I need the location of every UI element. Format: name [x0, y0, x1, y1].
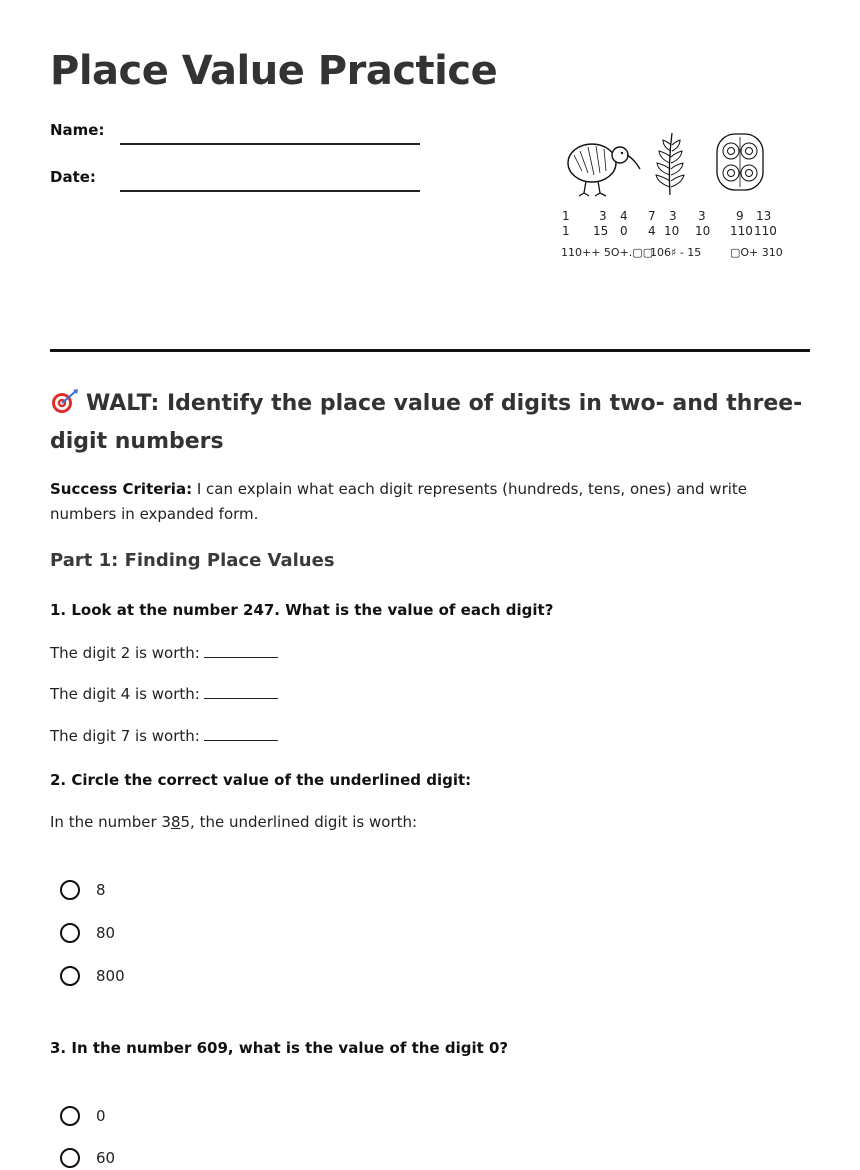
radio-button[interactable] [60, 1106, 80, 1126]
art-number: 15 [593, 224, 609, 238]
q1-line-7 [50, 726, 278, 745]
art-number: 3 [698, 209, 706, 223]
q2-option[interactable] [60, 878, 106, 902]
art-number: 10 [695, 224, 711, 238]
name-label: Name: [50, 121, 105, 139]
art-number: 13 [756, 209, 772, 223]
art-number: 3 [669, 209, 677, 223]
art-number: 110 [754, 224, 777, 238]
target-dart-icon [50, 388, 80, 414]
option-label: 800 [96, 967, 125, 985]
option-label: 0 [96, 1107, 106, 1125]
question-3: 3. In the number 609, what is the value of the digit 0? [50, 1039, 509, 1057]
q3-option[interactable] [60, 1104, 106, 1128]
art-number: 4 [648, 224, 656, 238]
fern-leaf-icon [650, 129, 690, 197]
answer-blank[interactable] [204, 726, 278, 741]
radio-button[interactable] [60, 966, 80, 986]
q2-option[interactable] [60, 964, 125, 988]
q1-line-4 [50, 684, 278, 703]
q1-line-2 [50, 643, 278, 662]
q2-option[interactable] [60, 921, 115, 945]
art-caption: 110++ 5O+.▢▢ [561, 246, 654, 259]
art-number: 3 [599, 209, 607, 223]
option-label: 60 [96, 1149, 116, 1167]
radio-button[interactable] [60, 1148, 80, 1168]
maori-art-illustration [558, 125, 788, 275]
option-label: 8 [96, 881, 106, 899]
q1-line-label: The digit 7 is worth: [50, 727, 200, 745]
date-label: Date: [50, 168, 96, 186]
part-1-heading: Part 1: Finding Place Values [50, 550, 335, 571]
question-1: 1. Look at the number 247. What is the value of each digit? [50, 601, 554, 619]
success-criteria-text: I can explain what each digit represents (hundreds, tens, ones) and write numbers in expanded form. [50, 480, 748, 523]
section-divider [50, 349, 810, 352]
radio-button[interactable] [60, 880, 80, 900]
answer-blank[interactable] [204, 684, 278, 699]
q2-prompt-text: 5, the underlined digit is worth: [180, 813, 418, 831]
page-title: Place Value Practice [50, 48, 498, 94]
art-number: 110 [730, 224, 753, 238]
art-number: 7 [648, 209, 656, 223]
date-field-line[interactable] [120, 190, 420, 192]
q1-line-label: The digit 4 is worth: [50, 685, 200, 703]
radio-button[interactable] [60, 923, 80, 943]
q2-prompt [50, 813, 417, 831]
underlined-digit: 8 [170, 813, 181, 831]
question-2: 2. Circle the correct value of the underlined digit: [50, 771, 472, 789]
answer-blank[interactable] [204, 643, 278, 658]
name-field-line[interactable] [120, 143, 420, 145]
success-criteria [50, 477, 810, 527]
art-number: 1 [562, 224, 570, 238]
kiwi-bird-icon [562, 133, 642, 199]
art-number: 10 [664, 224, 680, 238]
option-label: 80 [96, 924, 116, 942]
art-number: 1 [562, 209, 570, 223]
art-caption: ▢O+ 310 [730, 246, 783, 259]
q1-line-label: The digit 2 is worth: [50, 644, 200, 662]
art-number: 4 [620, 209, 628, 223]
art-caption: 106♯ - 15 [650, 246, 702, 259]
walt-text: WALT: Identify the place value of digits in two- and three-digit numbers [50, 391, 803, 454]
q2-prompt-text: In the number 3 [50, 813, 171, 831]
art-number: 0 [620, 224, 628, 238]
success-criteria-label: Success Criteria: [50, 480, 193, 498]
art-number: 9 [736, 209, 744, 223]
koru-carving-icon [714, 131, 766, 193]
walt-heading [50, 385, 820, 461]
q3-option[interactable] [60, 1146, 115, 1170]
